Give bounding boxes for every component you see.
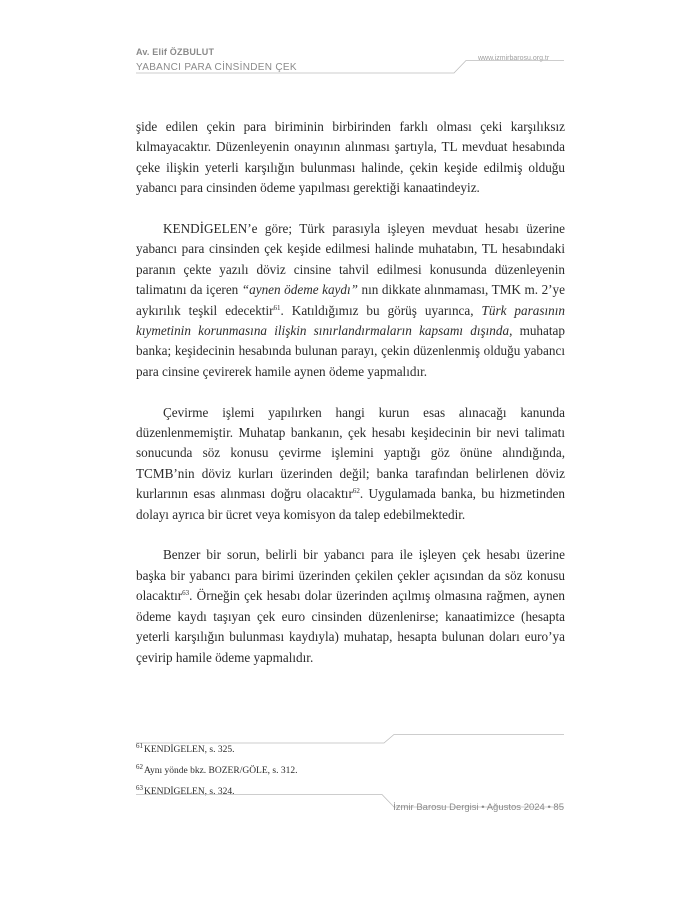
paragraph — [136, 545, 565, 667]
page-footer: İzmir Barosu Dergisi • Ağustos 2024 • 85 — [393, 802, 564, 813]
paragraph — [136, 403, 565, 525]
text-run: nın dikkate alınmaması, TMK m. 2’ye aykırılık teşkil edecektir — [136, 282, 565, 318]
footnote-reference: 63 — [182, 589, 190, 598]
body-text — [136, 117, 565, 668]
journal-url: www.izmirbarosu.org.tr — [478, 55, 550, 62]
text-run: , muhatap banka; keşidecinin hesabında bulunan parayı, çekin düzenlenmiş olduğu yabancı para cinsine çevirerek hamile aynen ödeme yapmalıdır. — [136, 323, 565, 379]
paragraph — [136, 117, 565, 199]
text-run: Çevirme işlemi yapılırken hangi kurun esas alınacağı kanunda düzenlenmemiştir. Muhatap bankanın, çek hesabı keşidecinin bir nevi talimatı sonucunda söz konusu çevirme işlemini yaptığı göz önüne alındığında, TCMB’nin döviz kurları üzerinden değil; banka tarafından belirlenen döviz kurlarının esas alınması doğru olacaktır — [136, 404, 565, 502]
text-run: . Uygulamada banka, bu hizmetinden dolayı ayrıca bir ücret veya komisyon da talep edebilmektedir. — [136, 486, 565, 522]
text-run: . Örneğin çek hesabı dolar üzerinden açılmış olmasına rağmen, aynen ödeme kaydı taşıyan çek euro cinsinden düzenlenirse; kanaatimizce (hesapta yeterli karşılığın bulunması kaydıyla) muhatap, hesapta bulunan doları euro’ya çevirip hamile ödeme yapmalıdır. — [136, 588, 565, 665]
emphasized-text: “aynen ödeme kaydı” — [241, 282, 358, 298]
text-run: şide edilen çekin para biriminin birbirinden farklı olması çeki karşılıksız kılmayacaktır. Düzenleyenin onayının alınması şartıyla, TL mevduat hesabında çeke ilişkin yeterli karşılığın bulunması halinde, çekin keşide edilmiş olduğu yabancı para cinsinden ödeme yapılması gerektiği kanaatindeyiz. — [136, 119, 565, 196]
footnote-text: Aynı yönde bkz. BOZER/GÖLE, s. 312. — [144, 766, 298, 776]
header-rule — [136, 60, 564, 74]
text-run: . Katıldığımız bu görüş uyarınca, — [280, 302, 482, 318]
text-run: Benzer bir sorun, belirli bir yabancı para ile işleyen çek hesabı üzerine başka bir yabancı para birimi üzerinden çekilen çekler açısından da söz konusu olacaktır — [136, 547, 565, 604]
footnote-number: 62 — [136, 763, 143, 771]
footnote — [136, 763, 298, 776]
footnote — [136, 742, 235, 755]
paragraph — [136, 219, 565, 382]
footnote-reference: 62 — [352, 487, 360, 496]
text-run: KENDİGELEN’e göre; Türk parasıyla işleyen mevduat hesabı üzerine yabancı para cinsinden çek keşide edilmesi halinde muhatabın, TL hesabındaki paranın çekte yazılı döviz cinsine tahvil edilmesi konusunda düzenleyenin talimatını da içeren — [136, 221, 565, 298]
running-header-title: YABANCI PARA CİNSİNDEN ÇEK — [136, 62, 297, 73]
emphasized-text: Türk parasının kıymetinin korunmasına ilişkin sınırlandırmaların kapsamı dışında — [136, 302, 565, 339]
footnote-rule — [136, 734, 564, 744]
running-header-author: Av. Elif ÖZBULUT — [136, 47, 215, 57]
footnote-text: KENDİGELEN, s. 325. — [144, 745, 235, 755]
footnote-number: 63 — [136, 784, 143, 792]
footnote-reference: 61 — [273, 303, 281, 312]
footnote-text: KENDİGELEN, s. 324. — [144, 787, 235, 797]
footnote-number: 61 — [136, 742, 143, 750]
